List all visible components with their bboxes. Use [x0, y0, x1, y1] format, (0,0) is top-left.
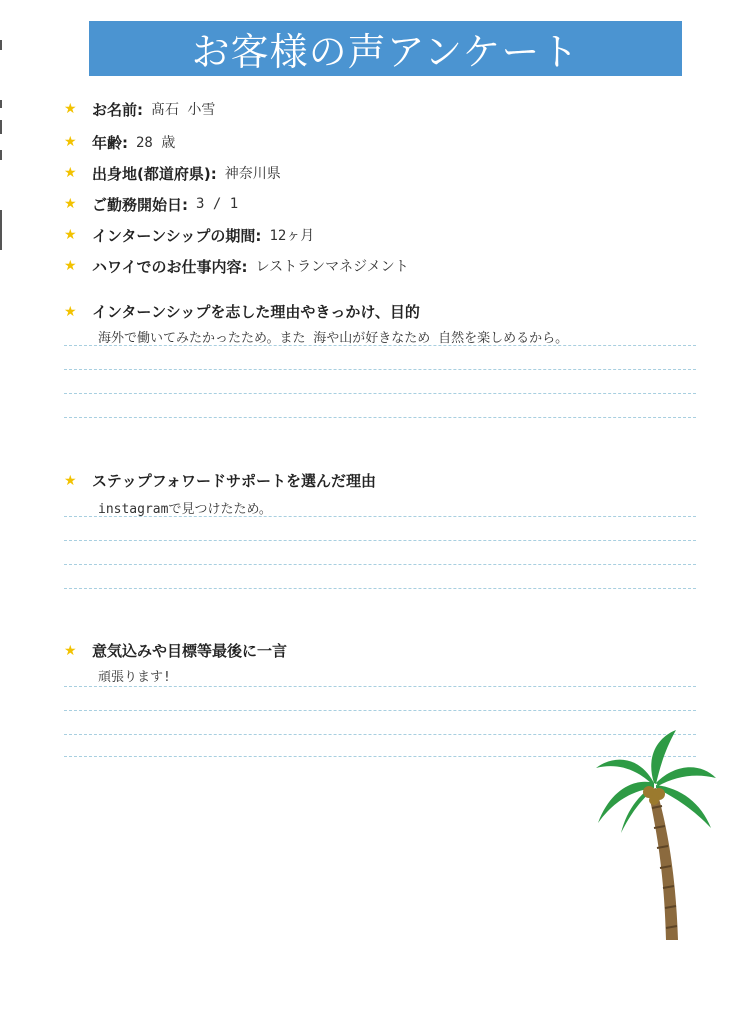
section-title-reason — [64, 470, 376, 491]
star-icon: ★ — [64, 165, 77, 181]
field-hometown — [64, 161, 281, 185]
survey-title-banner — [89, 21, 682, 76]
answer-line — [64, 345, 696, 346]
answer-line — [64, 686, 696, 687]
field-value: 28 歳 — [136, 135, 176, 151]
field-label: 年齢: — [92, 133, 128, 152]
field-label: ハワイでのお仕事内容: — [92, 257, 248, 276]
palm-tree-icon — [586, 728, 721, 943]
field-job-content — [64, 254, 409, 278]
answer-line — [64, 540, 696, 541]
answer-line — [64, 369, 696, 370]
star-icon: ★ — [64, 101, 77, 117]
field-internship-period — [64, 223, 314, 247]
section-title-message — [64, 640, 287, 661]
field-start-date — [64, 192, 238, 216]
section-title-text: インターンシップを志した理由やきっかけ、目的 — [92, 303, 420, 321]
answer-line — [64, 393, 696, 394]
field-name — [64, 97, 215, 121]
field-label: インターンシップの期間: — [92, 226, 262, 245]
star-icon: ★ — [64, 134, 77, 150]
survey-title: お客様の声アンケート — [191, 30, 580, 74]
section-title-text: ステップフォワードサポートを選んだ理由 — [92, 472, 376, 490]
section-title-text: 意気込みや目標等最後に一言 — [92, 642, 288, 660]
field-label: お名前: — [92, 100, 143, 119]
answer-line — [64, 588, 696, 589]
answer-motivation: 海外で働いてみたかったため。また 海や山が好きなため 自然を楽しめるから。 — [98, 331, 569, 346]
field-age — [64, 130, 175, 154]
field-label: 出身地(都道府県): — [92, 164, 217, 183]
answer-line — [64, 710, 696, 711]
star-icon: ★ — [64, 472, 77, 489]
answer-line — [64, 417, 696, 418]
section-title-motivation — [64, 301, 420, 322]
answer-reason: instagramで見つけたため。 — [98, 502, 272, 517]
field-value: 12ヶ月 — [269, 228, 315, 244]
answer-line — [64, 516, 696, 517]
field-label: ご勤務開始日: — [92, 195, 188, 214]
star-icon: ★ — [64, 196, 77, 212]
star-icon: ★ — [64, 303, 77, 320]
star-icon: ★ — [64, 258, 77, 274]
field-value: 神奈川県 — [224, 166, 281, 182]
answer-message: 頑張ります! — [98, 670, 171, 685]
field-value: 髙石 小雪 — [151, 102, 216, 118]
star-icon: ★ — [64, 227, 77, 243]
star-icon: ★ — [64, 642, 77, 659]
field-value: レストランマネジメント — [255, 259, 409, 275]
field-value: 3 / 1 — [196, 196, 239, 212]
answer-line — [64, 564, 696, 565]
